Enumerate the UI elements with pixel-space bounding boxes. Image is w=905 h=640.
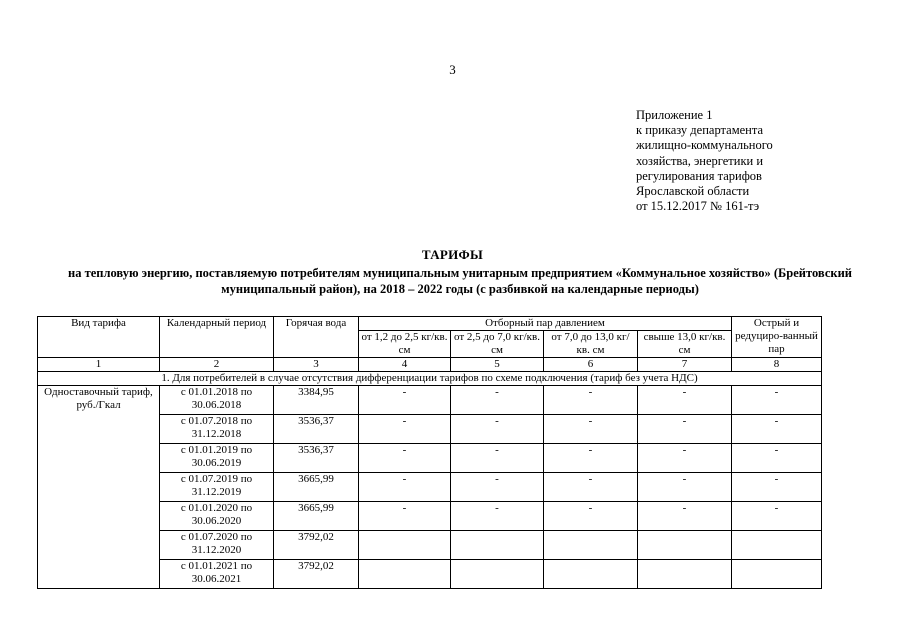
reduced-steam-cell — [732, 560, 822, 589]
period-cell: с 01.01.2021 по 30.06.2021 — [160, 560, 274, 589]
reduced-steam-cell: - — [732, 386, 822, 415]
header-hot-water: Горячая вода — [274, 317, 359, 358]
pressure-2-cell: - — [451, 473, 544, 502]
appendix-line: Приложение 1 — [636, 108, 713, 122]
document-title: ТАРИФЫ — [421, 247, 484, 262]
pressure-4-cell: - — [638, 386, 732, 415]
pressure-2-cell: - — [451, 415, 544, 444]
pressure-4-cell: - — [638, 502, 732, 531]
period-cell: с 01.07.2018 по 31.12.2018 — [160, 415, 274, 444]
header-pressure-4: свыше 13,0 кг/кв. см — [638, 331, 732, 358]
hot-water-cell: 3536,37 — [274, 415, 359, 444]
hot-water-cell: 3665,99 — [274, 502, 359, 531]
period-cell: с 01.07.2019 по 31.12.2019 — [160, 473, 274, 502]
pressure-2-cell: - — [451, 444, 544, 473]
section-heading: 1. Для потребителей в случае отсутствия дифференциации тарифов по схеме подключения (тариф без учета НДС) — [38, 372, 822, 386]
pressure-4-cell — [638, 560, 732, 589]
reduced-steam-cell: - — [732, 473, 822, 502]
pressure-2-cell — [451, 531, 544, 560]
appendix-line: к приказу департамента — [636, 123, 764, 138]
pressure-3-cell: - — [544, 386, 638, 415]
page-number: 3 — [449, 62, 456, 77]
pressure-3-cell: - — [544, 444, 638, 473]
period-cell: с 01.01.2018 по 30.06.2018 — [160, 386, 274, 415]
column-number: 2 — [160, 358, 274, 372]
header-pressure-3: от 7,0 до 13,0 кг/кв. см — [544, 331, 638, 358]
pressure-3-cell — [544, 531, 638, 560]
pressure-3-cell: - — [544, 415, 638, 444]
hot-water-cell: 3792,02 — [274, 531, 359, 560]
reduced-steam-cell: - — [732, 444, 822, 473]
pressure-3-cell: - — [544, 473, 638, 502]
pressure-1-cell: - — [359, 444, 451, 473]
header-pressure-1: от 1,2 до 2,5 кг/кв. см — [359, 331, 451, 358]
reduced-steam-cell: - — [732, 502, 822, 531]
hot-water-cell: 3792,02 — [274, 560, 359, 589]
pressure-1-cell — [359, 531, 451, 560]
pressure-4-cell: - — [638, 473, 732, 502]
pressure-1-cell: - — [359, 473, 451, 502]
header-pressure-2: от 2,5 до 7,0 кг/кв. см — [451, 331, 544, 358]
column-number: 7 — [638, 358, 732, 372]
period-cell: с 01.01.2019 по 30.06.2019 — [160, 444, 274, 473]
period-cell: с 01.07.2020 по 31.12.2020 — [160, 531, 274, 560]
pressure-4-cell: - — [638, 444, 732, 473]
column-number: 4 — [359, 358, 451, 372]
column-number: 3 — [274, 358, 359, 372]
header-reduced-steam: Острый и редуциро-ванный пар — [732, 317, 822, 358]
header-selected-steam: Отборный пар давлением — [359, 317, 732, 331]
pressure-1-cell: - — [359, 502, 451, 531]
table-row — [38, 386, 822, 415]
header-calendar-period: Календарный период — [160, 317, 274, 358]
pressure-3-cell: - — [544, 502, 638, 531]
pressure-1-cell: - — [359, 415, 451, 444]
reduced-steam-cell: - — [732, 415, 822, 444]
appendix-line: жилищно-коммунального — [636, 138, 773, 153]
document-subtitle: на тепловую энергию, поставляемую потребителям муниципальным унитарным предприятием «Коммунальное хозяйство» (Брейтовский муниципальный район), на 2018 – 2022 годы (с разбивкой на календарные периоды) — [68, 266, 852, 296]
pressure-3-cell — [544, 560, 638, 589]
appendix-line: Ярославской области — [636, 184, 750, 199]
appendix-line: регулирования тарифов — [636, 168, 762, 183]
pressure-2-cell: - — [451, 386, 544, 415]
pressure-1-cell — [359, 560, 451, 589]
pressure-4-cell: - — [638, 415, 732, 444]
appendix-line: от 15.12.2017 № 161-тэ — [636, 199, 760, 214]
appendix-line: хозяйства, энергетики и — [636, 153, 764, 168]
column-number: 1 — [38, 358, 160, 372]
tariff-table — [37, 316, 822, 589]
column-number: 5 — [451, 358, 544, 372]
column-number: 6 — [544, 358, 638, 372]
hot-water-cell: 3536,37 — [274, 444, 359, 473]
pressure-1-cell: - — [359, 386, 451, 415]
tariff-label: Одноставочный тариф, руб./Гкал — [38, 386, 160, 589]
pressure-2-cell — [451, 560, 544, 589]
pressure-4-cell — [638, 531, 732, 560]
header-tariff-type: Вид тарифа — [38, 317, 160, 358]
hot-water-cell: 3384,95 — [274, 386, 359, 415]
hot-water-cell: 3665,99 — [274, 473, 359, 502]
reduced-steam-cell — [732, 531, 822, 560]
period-cell: с 01.01.2020 по 30.06.2020 — [160, 502, 274, 531]
appendix-block — [636, 108, 773, 214]
pressure-2-cell: - — [451, 502, 544, 531]
column-number: 8 — [732, 358, 822, 372]
